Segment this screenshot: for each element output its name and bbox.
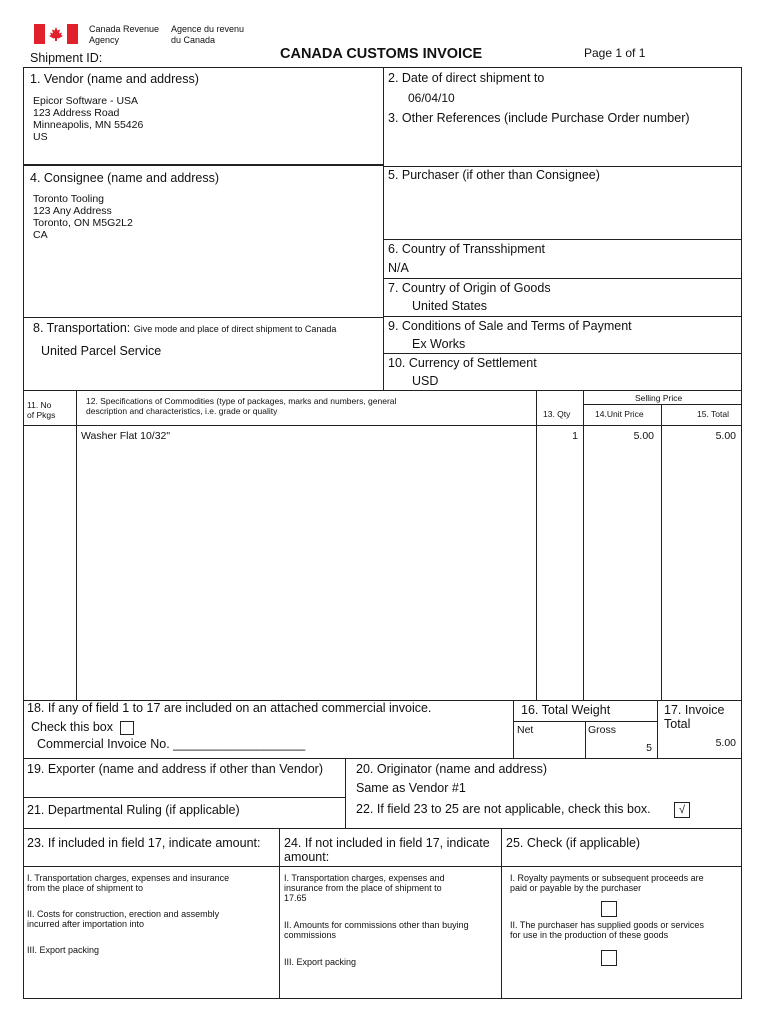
field24-item-i: I. Transportation charges, expenses and insurance from the place of shipment to 17.65 (284, 873, 445, 903)
field24-item-iii: III. Export packing (284, 957, 357, 967)
field25-item-ii: II. The purchaser has supplied goods or services for use in the production of these goods (510, 920, 704, 940)
invoice-total-label: 17. Invoice Total (664, 703, 725, 731)
vendor-label: 1. Vendor (name and address) (30, 72, 199, 86)
table-row-total: 5.00 (715, 430, 736, 442)
other-references-label: 3. Other References (include Purchase Order number) (388, 111, 690, 125)
field24-item-ii: II. Amounts for commissions other than buying commissions (284, 920, 469, 940)
vendor-address: Epicor Software - USA 123 Address Road Minneapolis, MN 55426 US (33, 95, 144, 143)
col-header-qty: 13. Qty (543, 409, 571, 419)
transshipment-value: N/A (388, 261, 409, 275)
gross-weight-label: Gross (588, 724, 617, 736)
consignee-label: 4. Consignee (name and address) (30, 171, 220, 185)
field25-item-i: I. Royalty payments or subsequent proceeds are paid or payable by the purchaser (510, 873, 704, 893)
currency-value: USD (412, 374, 439, 388)
transshipment-label: 6. Country of Transshipment (388, 242, 546, 256)
field22-checkbox[interactable]: √ (674, 802, 690, 818)
page-number: Page 1 of 1 (584, 46, 646, 60)
royalty-checkbox[interactable] (601, 901, 617, 917)
transportation-value: United Parcel Service (41, 344, 162, 358)
transportation-label: 8. Transportation: Give mode and place of direct shipment to Canada (33, 321, 337, 335)
field25-label: 25. Check (if applicable) (506, 836, 641, 850)
departmental-ruling-label: 21. Departmental Ruling (if applicable) (27, 803, 240, 817)
field23-label: 23. If included in field 17, indicate amount: (27, 836, 261, 850)
invoice-total-value: 5.00 (715, 737, 736, 749)
field18-checkbox[interactable] (120, 721, 134, 735)
date-shipment-value: 06/04/10 (408, 91, 455, 105)
gross-weight-value: 5 (646, 742, 652, 754)
table-row-unit-price: 5.00 (633, 430, 654, 442)
consignee-address: Toronto Tooling 123 Any Address Toronto, ON M5G2L2 CA (33, 193, 133, 241)
col-header-specifications: 12. Specifications of Commodities (type of packages, marks and numbers, general description and characteristics, i.e. grade or quality (86, 396, 397, 416)
commercial-invoice-no: Commercial Invoice No. ___________________ (37, 737, 306, 751)
origin-value: United States (412, 299, 488, 313)
origin-label: 7. Country of Origin of Goods (388, 281, 551, 295)
col-header-total: 15. Total (697, 409, 729, 419)
field23-item-ii: II. Costs for construction, erection and assembly incurred after importation into (27, 909, 220, 929)
conditions-label: 9. Conditions of Sale and Terms of Payment (388, 319, 632, 333)
currency-label: 10. Currency of Settlement (388, 356, 537, 370)
net-weight-label: Net (517, 724, 534, 736)
table-row-qty: 1 (572, 430, 578, 442)
agency-name-fr: Agence du revenu du Canada (171, 24, 245, 45)
field18-label: 18. If any of field 1 to 17 are included on an attached commercial invoice. (27, 701, 432, 715)
conditions-value: Ex Works (412, 337, 466, 351)
field22-label: 22. If field 23 to 25 are not applicable, check this box. (356, 802, 651, 816)
date-shipment-label: 2. Date of direct shipment to (388, 71, 545, 85)
selling-price-header: Selling Price (635, 393, 683, 403)
field23-item-i: I. Transportation charges, expenses and insurance from the place of shipment to (27, 873, 230, 893)
field24-label: 24. If not included in field 17, indicate amount: (284, 836, 490, 864)
canada-flag-logo (34, 24, 78, 44)
originator-value: Same as Vendor #1 (356, 781, 466, 795)
exporter-label: 19. Exporter (name and address if other than Vendor) (27, 762, 324, 776)
supplied-goods-checkbox[interactable] (601, 950, 617, 966)
purchaser-label: 5. Purchaser (if other than Consignee) (388, 168, 600, 182)
agency-name-en: Canada Revenue Agency (89, 24, 160, 45)
field18-check-label: Check this box (31, 720, 113, 734)
col-header-pkgs: 11. No of Pkgs (27, 400, 56, 420)
col-header-unit-price: 14.Unit Price (595, 409, 644, 419)
field23-item-iii: III. Export packing (27, 945, 100, 955)
originator-label: 20. Originator (name and address) (356, 762, 548, 776)
page-title: CANADA CUSTOMS INVOICE (280, 46, 483, 62)
total-weight-label: 16. Total Weight (521, 703, 611, 717)
shipment-id-label: Shipment ID: (30, 51, 103, 65)
table-row-description: Washer Flat 10/32" (81, 430, 171, 442)
